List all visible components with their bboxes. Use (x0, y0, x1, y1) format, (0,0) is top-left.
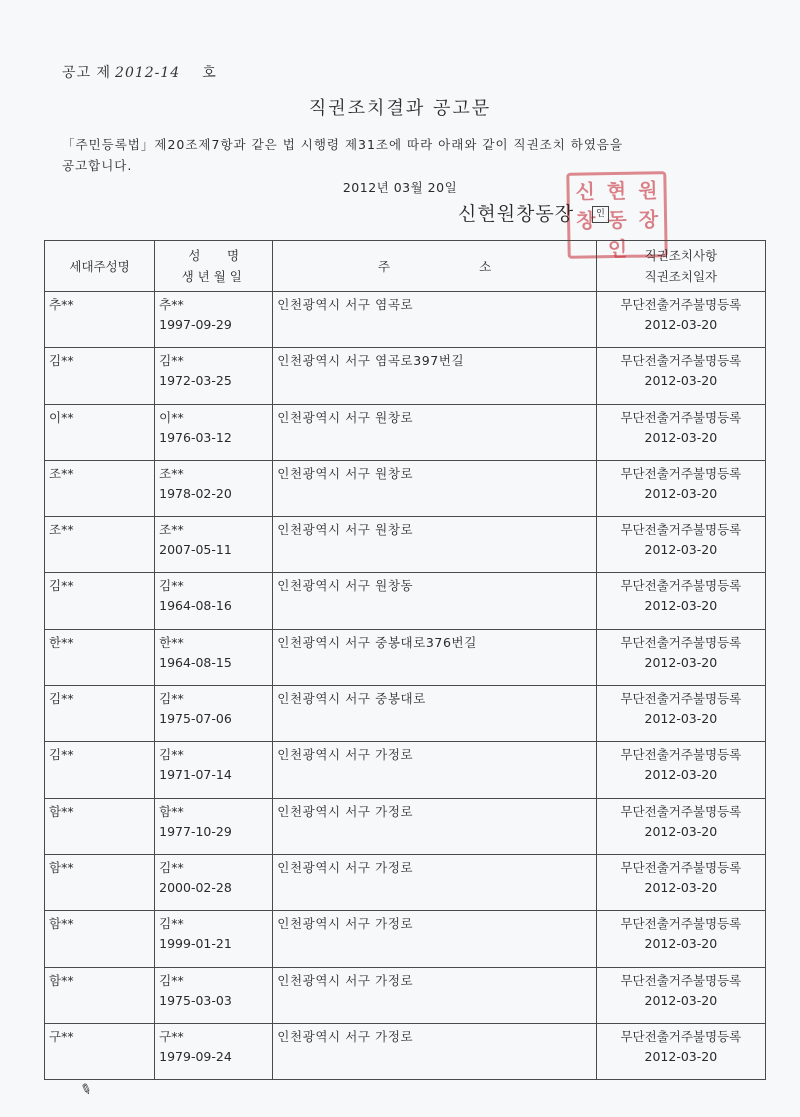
notice-label: 공고 제 (62, 65, 112, 81)
birth-date: 1977-10-29 (159, 823, 232, 839)
household-head-cell: 조** (45, 517, 155, 573)
records-table (44, 240, 766, 1080)
name-birth-cell (155, 629, 273, 685)
household-head-cell: 김** (45, 348, 155, 404)
action-type: 무단전출거주불명등록 (620, 803, 742, 819)
household-head-cell: 구** (45, 1023, 155, 1079)
header-address: 주 소 (273, 241, 596, 292)
action-date: 2012-03-20 (644, 711, 718, 727)
table-row (45, 629, 766, 685)
action-cell (596, 798, 765, 854)
resident-name: 김** (159, 859, 184, 875)
action-type: 무단전출거주불명등록 (620, 353, 742, 369)
action-type: 무단전출거주불명등록 (620, 409, 742, 425)
name-birth-cell (155, 460, 273, 516)
action-type: 무단전출거주불명등록 (620, 859, 742, 875)
action-cell (596, 742, 765, 798)
action-date: 2012-03-20 (644, 598, 718, 614)
address-cell: 인천광역시 서구 원창로 (273, 460, 596, 516)
header-name-birth: 성 명 생년월일 (155, 241, 273, 292)
address-cell: 인천광역시 서구 가정로 (273, 911, 596, 967)
official-seal-stamp: 신 현 원 창 동 장 인 (566, 171, 667, 259)
name-birth-cell (155, 292, 273, 348)
table-row (45, 460, 766, 516)
name-birth-cell (155, 911, 273, 967)
action-cell (596, 348, 765, 404)
birth-date: 1999-01-21 (159, 936, 232, 952)
action-cell (596, 686, 765, 742)
notice-body (62, 134, 722, 176)
notice-number-line (62, 62, 217, 82)
address-cell: 인천광역시 서구 가정로 (273, 1023, 596, 1079)
table-header-row (45, 241, 766, 292)
birth-date: 1971-07-14 (159, 767, 232, 783)
action-date: 2012-03-20 (644, 823, 718, 839)
household-head-cell: 이** (45, 404, 155, 460)
address-cell: 인천광역시 서구 염곡로 (273, 292, 596, 348)
resident-name: 조** (159, 465, 184, 481)
table-row (45, 292, 766, 348)
action-cell (596, 460, 765, 516)
address-cell: 인천광역시 서구 가정로 (273, 854, 596, 910)
action-cell (596, 573, 765, 629)
address-cell: 인천광역시 서구 중봉대로376번길 (273, 629, 596, 685)
address-cell: 인천광역시 서구 가정로 (273, 967, 596, 1023)
action-date: 2012-03-20 (644, 542, 718, 558)
table-row (45, 967, 766, 1023)
household-head-cell: 추** (45, 292, 155, 348)
header-household-head: 세대주성명 (45, 241, 155, 292)
table-row (45, 404, 766, 460)
resident-name: 김** (159, 916, 184, 932)
birth-date: 1964-08-15 (159, 654, 232, 670)
action-cell (596, 629, 765, 685)
household-head-cell: 한** (45, 629, 155, 685)
birth-date: 2007-05-11 (159, 542, 232, 558)
birth-date: 1997-09-29 (159, 317, 232, 332)
table-row (45, 854, 766, 910)
notice-date: 2012년 03월 20일 (342, 180, 458, 195)
resident-name: 추** (159, 297, 184, 312)
address-cell: 인천광역시 서구 가정로 (273, 742, 596, 798)
table-row (45, 1023, 766, 1079)
action-type: 무단전출거주불명등록 (620, 522, 742, 538)
household-head-cell: 함** (45, 854, 155, 910)
action-type: 무단전출거주불명등록 (620, 747, 742, 763)
action-cell (596, 967, 765, 1023)
household-head-cell: 김** (45, 686, 155, 742)
name-birth-cell (155, 686, 273, 742)
birth-date: 1976-03-12 (159, 429, 232, 445)
birth-date: 2000-02-28 (159, 879, 232, 895)
header-action: 직권조치사항 직권조치일자 (596, 241, 765, 292)
seal-mark: 인 (592, 206, 609, 223)
action-date: 2012-03-20 (644, 485, 718, 501)
action-cell (596, 911, 765, 967)
name-birth-cell (155, 1023, 273, 1079)
action-date: 2012-03-20 (644, 767, 718, 783)
table-row (45, 686, 766, 742)
household-head-cell: 조** (45, 460, 155, 516)
resident-name: 한** (159, 634, 184, 650)
action-date: 2012-03-20 (644, 936, 718, 952)
action-date: 2012-03-20 (644, 1048, 718, 1064)
signer-name: 신현원창동장 (458, 203, 575, 225)
birth-date: 1975-03-03 (159, 992, 232, 1008)
address-cell: 인천광역시 서구 원창로 (273, 404, 596, 460)
birth-date: 1964-08-16 (159, 598, 232, 614)
action-type: 무단전출거주불명등록 (620, 465, 742, 481)
resident-name: 이** (159, 409, 184, 425)
action-type: 무단전출거주불명등록 (620, 297, 742, 312)
table-row (45, 798, 766, 854)
table-row (45, 742, 766, 798)
birth-date: 1975-07-06 (159, 711, 232, 727)
resident-name: 김** (159, 353, 184, 369)
household-head-cell: 함** (45, 911, 155, 967)
household-head-cell: 함** (45, 967, 155, 1023)
action-date: 2012-03-20 (644, 373, 718, 389)
action-type: 무단전출거주불명등록 (620, 691, 742, 707)
action-date: 2012-03-20 (644, 992, 718, 1008)
resident-name: 김** (159, 747, 184, 763)
resident-name: 김** (159, 578, 184, 594)
household-head-cell: 김** (45, 742, 155, 798)
table-row (45, 911, 766, 967)
notice-number: 2012-14 (115, 65, 181, 81)
action-type: 무단전출거주불명등록 (620, 634, 742, 650)
resident-name: 김** (159, 691, 184, 707)
resident-name: 구** (159, 1028, 184, 1044)
action-type: 무단전출거주불명등록 (620, 916, 742, 932)
notice-suffix: 호 (202, 65, 217, 81)
action-date: 2012-03-20 (644, 654, 718, 670)
name-birth-cell (155, 742, 273, 798)
address-cell: 인천광역시 서구 중봉대로 (273, 686, 596, 742)
name-birth-cell (155, 348, 273, 404)
address-cell: 인천광역시 서구 원창동 (273, 573, 596, 629)
action-cell (596, 404, 765, 460)
birth-date: 1972-03-25 (159, 373, 232, 389)
action-cell (596, 854, 765, 910)
notice-body-line-2: 공고합니다. (62, 158, 133, 173)
address-cell: 인천광역시 서구 원창로 (273, 517, 596, 573)
household-head-cell: 김** (45, 573, 155, 629)
name-birth-cell (155, 854, 273, 910)
name-birth-cell (155, 967, 273, 1023)
resident-name: 김** (159, 972, 184, 988)
action-date: 2012-03-20 (644, 317, 718, 332)
page-title: 직권조치결과 공고문 (308, 98, 492, 119)
name-birth-cell (155, 573, 273, 629)
resident-name: 조** (159, 522, 184, 538)
stray-pen-mark: ✎ (77, 1080, 95, 1100)
resident-name: 함** (159, 803, 184, 819)
action-cell (596, 292, 765, 348)
action-type: 무단전출거주불명등록 (620, 578, 742, 594)
birth-date: 1979-09-24 (159, 1048, 232, 1064)
action-type: 무단전출거주불명등록 (620, 972, 742, 988)
household-head-cell: 함** (45, 798, 155, 854)
action-cell (596, 517, 765, 573)
action-type: 무단전출거주불명등록 (620, 1028, 742, 1044)
address-cell: 인천광역시 서구 가정로 (273, 798, 596, 854)
name-birth-cell (155, 517, 273, 573)
name-birth-cell (155, 798, 273, 854)
name-birth-cell (155, 404, 273, 460)
table-row (45, 348, 766, 404)
action-date: 2012-03-20 (644, 879, 718, 895)
action-cell (596, 1023, 765, 1079)
table-row (45, 517, 766, 573)
table-row (45, 573, 766, 629)
action-date: 2012-03-20 (644, 429, 718, 445)
notice-body-line-1: 「주민등록법」제20조제7항과 같은 법 시행령 제31조에 따라 아래와 같이 직권조치 하였음을 (62, 137, 624, 152)
address-cell: 인천광역시 서구 염곡로397번길 (273, 348, 596, 404)
birth-date: 1978-02-20 (159, 485, 232, 501)
